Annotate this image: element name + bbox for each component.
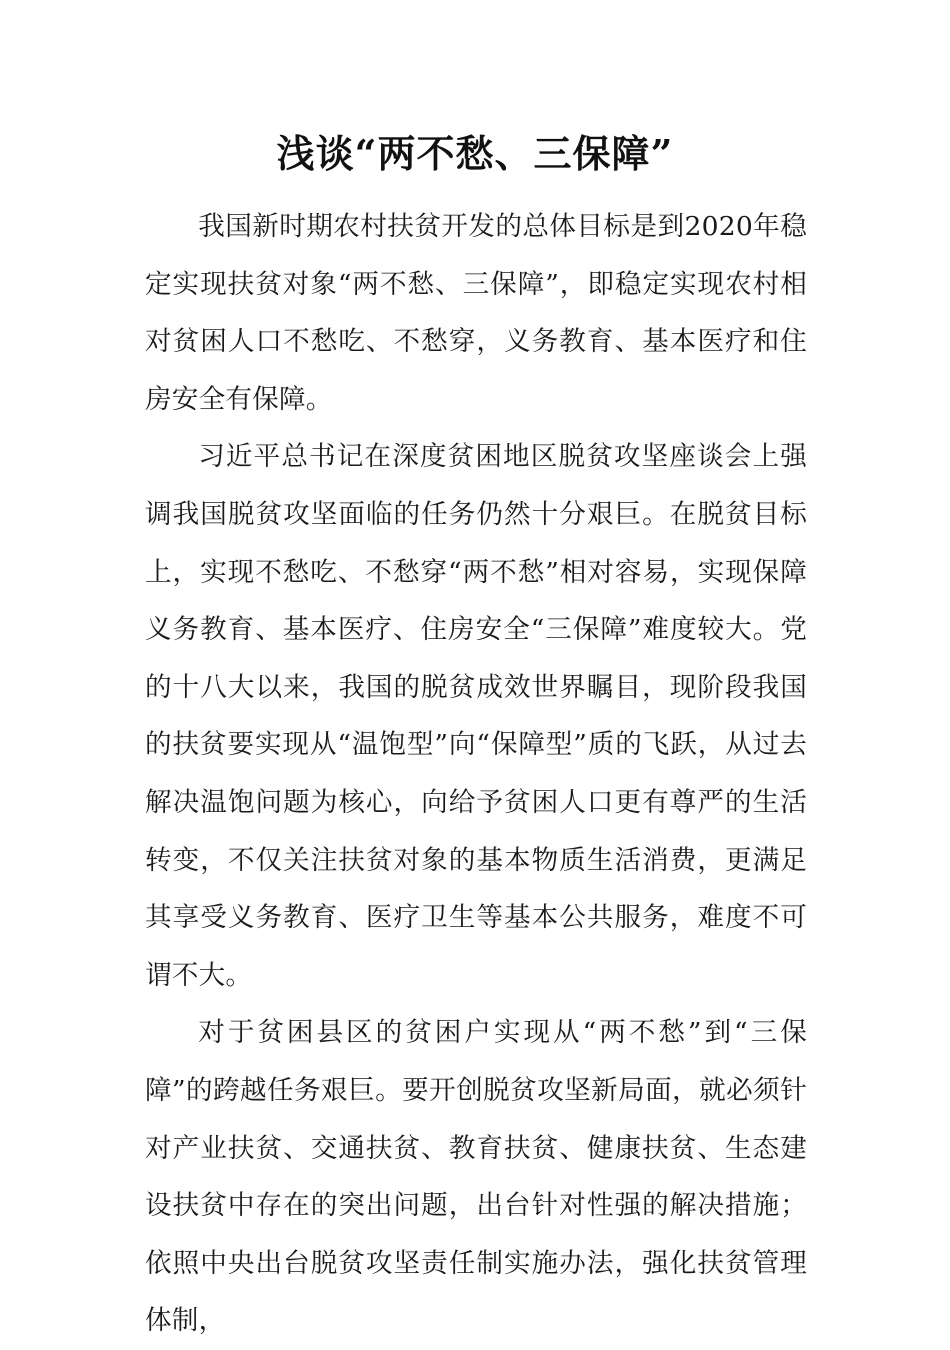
paragraph-3: 对于贫困县区的贫困户实现从“两不愁”到“三保障”的跨越任务艰巨。要开创脱贫攻坚新局面，就必须针对产业扶贫、交通扶贫、教育扶贫、健康扶贫、生态建设扶贫中存在的突出问题，出台针对性强的解决措施；依照中央出台脱贫攻坚责任制实施办法，强化扶贫管理体制， bbox=[145, 1017, 807, 1337]
paragraph-1: 我国新时期农村扶贫开发的总体目标是到2020年稳定实现扶贫对象“两不愁、三保障”，即稳定实现农村相对贫困人口不愁吃、不愁穿，义务教育、基本医疗和住房安全有保障。 bbox=[145, 211, 807, 415]
paragraph-2: 习近平总书记在深度贫困地区脱贫攻坚座谈会上强调我国脱贫攻坚面临的任务仍然十分艰巨。在脱贫目标上，实现不愁吃、不愁穿“两不愁”相对容易，实现保障义务教育、基本医疗、住房安全“三保障”难度较大。党的十八大以来，我国的脱贫成效世界瞩目，现阶段我国的扶贫要实现从“温饱型”向“保障型”质的飞跃，从过去解决温饱问题为核心，向给予贫困人口更有尊严的生活转变，不仅关注扶贫对象的基本物质生活消费，更满足其享受义务教育、医疗卫生等基本公共服务，难度不可谓不大。 bbox=[145, 441, 807, 991]
document-title: 浅谈“两不愁、三保障” bbox=[276, 131, 674, 176]
document-body bbox=[145, 198, 807, 1350]
